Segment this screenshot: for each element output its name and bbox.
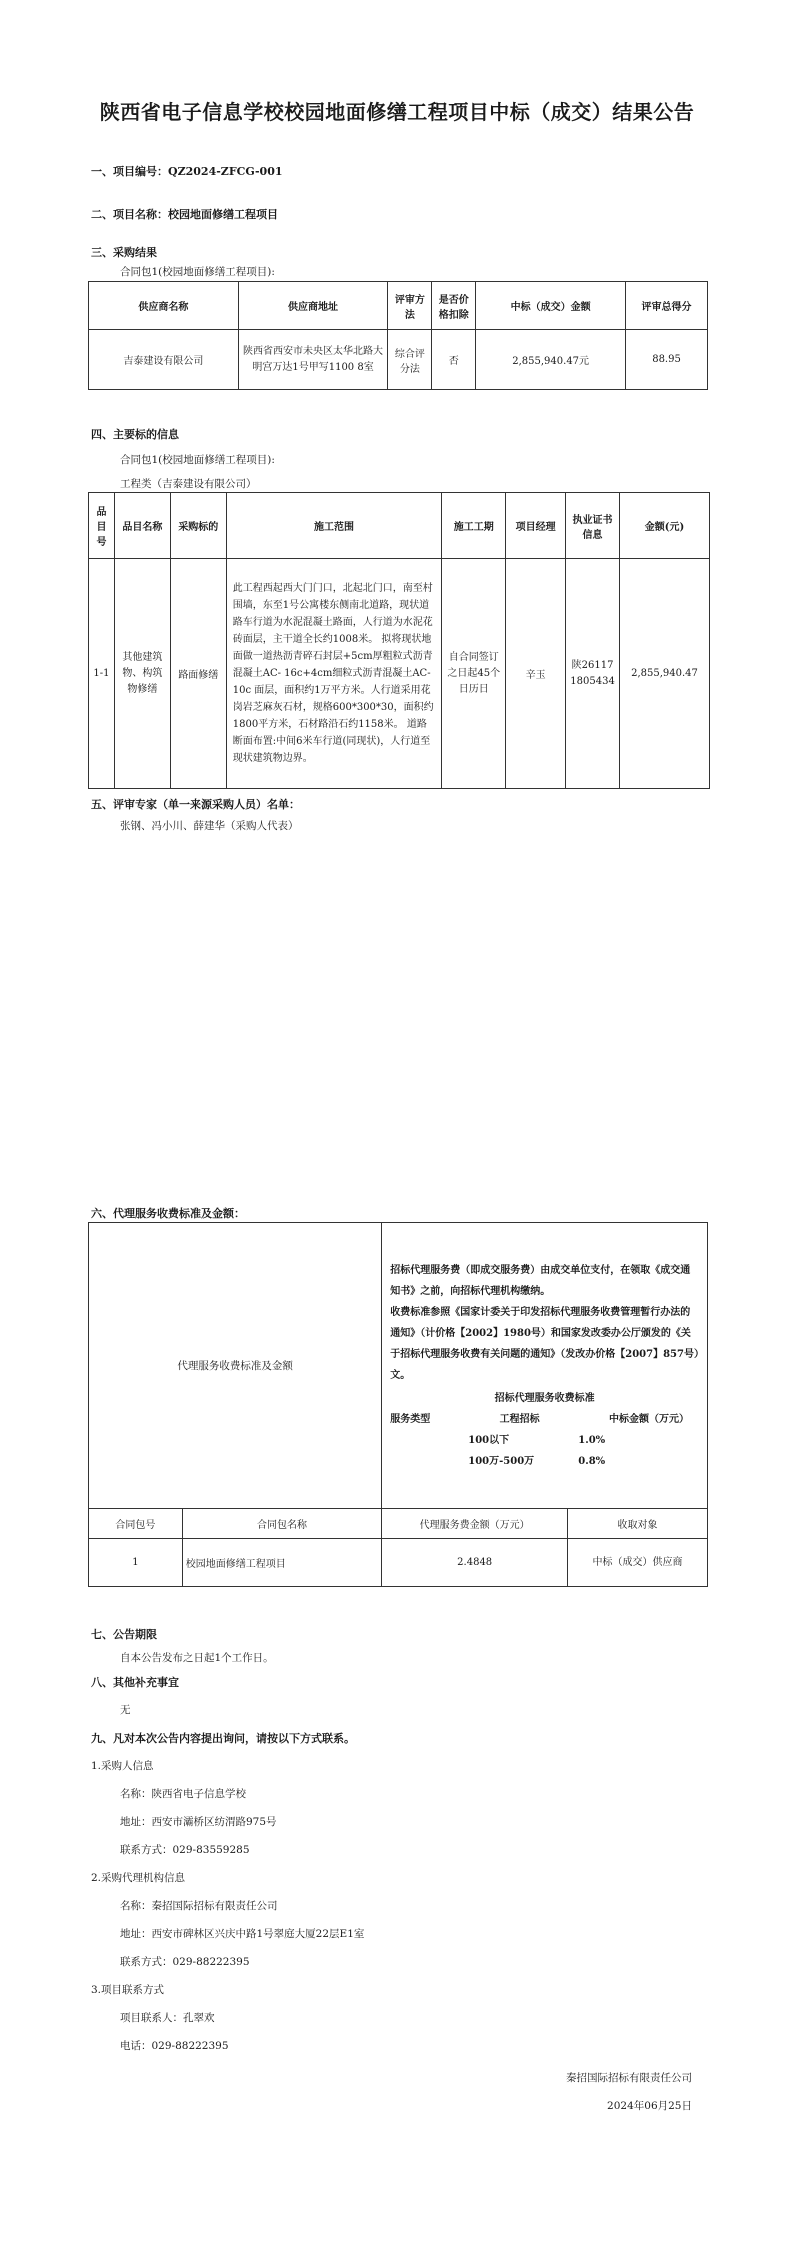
fee-rate-value: 0.8%	[578, 1455, 606, 1467]
fee-standard-text	[382, 1223, 708, 1509]
section-review-experts: 五、评审专家（单一来源采购人员）名单：	[91, 798, 300, 811]
fee-payer: 中标（成交）供应商	[568, 1539, 708, 1587]
fee-rate-range: 100万-500万	[468, 1455, 535, 1467]
table-row	[89, 330, 708, 390]
section-notice-period: 七、公告期限	[91, 1628, 157, 1641]
construction-scope: 此工程西起西大门门口，北起北门口，南至村围墙，东至1号公寓楼东侧南北道路，现状道路车行道为水泥混凝土路面，人行道为水泥花砖面层，主干道全长约1008米。 拟将现状地面做一道热沥青碎石封层+5cm厚粗粒式沥青混凝土AC- 16c+4cm细粒式沥青混凝土AC- 10c 面层，面积约1万平方米。人行道采用花岗岩芝麻灰石材，规格600*300*30，面积约1800平方米，石材路沿石约1158米。 道路断面布置:中间6米车行道(同现状)，人行道至现状建筑物边界。	[226, 559, 442, 789]
fee-rate-row	[390, 1451, 699, 1472]
column-header: 合同包号	[89, 1509, 183, 1539]
contract-package-label: 合同包1(校园地面修缮工程项目):	[120, 454, 275, 466]
fee-rate-header	[390, 1409, 699, 1430]
signature-date: 2024年06月25日	[607, 2100, 692, 2112]
table-header-row	[89, 282, 708, 330]
fee-basis-paragraph: 收费标准参照《国家计委关于印发招标代理服务收费管理暂行办法的通知》（计价格【2002】1980号）和国家发改委办公厅颁发的《关于招标代理服务收费有关问题的通知》（发改办价格【2007】857号）文。	[390, 1306, 699, 1381]
column-header: 品目名称	[114, 493, 170, 559]
column-header: 采购标的	[170, 493, 226, 559]
other-matters-text: 无	[120, 1704, 131, 1716]
purchaser-name: 名称：陕西省电子信息学校	[120, 1788, 246, 1800]
column-header: 施工范围	[226, 493, 442, 559]
certificate-info: 陕261171805434	[566, 559, 620, 789]
agency-info-heading: 2.采购代理机构信息	[91, 1872, 186, 1884]
contract-package-label: 合同包1(校园地面修缮工程项目):	[120, 266, 275, 278]
column-header: 供应商名称	[89, 282, 239, 330]
project-contact-heading: 3.项目联系方式	[91, 1984, 165, 1996]
item-number: 1-1	[89, 559, 115, 789]
review-method: 综合评分法	[388, 330, 432, 390]
purchaser-address: 地址：西安市灞桥区纺渭路975号	[120, 1816, 277, 1828]
award-amount-label: 中标金额（万元）	[609, 1413, 689, 1425]
service-type-label: 服务类型	[390, 1413, 431, 1425]
item-amount: 2,855,940.47	[619, 559, 709, 789]
column-header: 代理服务费金额（万元）	[382, 1509, 568, 1539]
table-header-row	[89, 493, 710, 559]
project-manager: 辛玉	[506, 559, 566, 789]
fee-table	[88, 1222, 708, 1587]
project-contact-phone: 电话：029-88222395	[120, 2040, 229, 2052]
section-contact: 九、凡对本次公告内容提出询问，请按以下方式联系。	[91, 1732, 355, 1745]
fee-payment-paragraph: 招标代理服务费（即成交服务费）由成交单位支付，在领取《成交通知书》之前，向招标代理机构缴纳。	[390, 1264, 691, 1297]
column-header: 项目经理	[506, 493, 566, 559]
engineering-label: 工程招标	[499, 1413, 540, 1425]
agency-name: 名称：秦招国际招标有限责任公司	[120, 1900, 278, 1912]
signature-organization: 秦招国际招标有限责任公司	[566, 2072, 692, 2084]
item-table	[88, 492, 710, 789]
project-number: 一、项目编号：QZ2024-ZFCG-001	[91, 165, 283, 178]
project-contact-person: 项目联系人：孔翠欢	[120, 2012, 215, 2024]
column-header: 评审方法	[388, 282, 432, 330]
column-header: 执业证书信息	[566, 493, 620, 559]
award-amount: 2,855,940.47元	[476, 330, 626, 390]
section-procurement-result: 三、采购结果	[91, 246, 157, 259]
column-header: 品目号	[89, 493, 115, 559]
total-score: 88.95	[626, 330, 708, 390]
supplier-name: 吉泰建设有限公司	[89, 330, 239, 390]
agency-phone: 联系方式：029-88222395	[120, 1956, 250, 1968]
fee-rate-value: 1.0%	[578, 1434, 606, 1446]
purchaser-phone: 联系方式：029-83559285	[120, 1844, 250, 1856]
column-header: 金额(元)	[619, 493, 709, 559]
column-header: 合同包名称	[182, 1509, 381, 1539]
section-agency-fee: 六、代理服务收费标准及金额：	[91, 1207, 245, 1220]
column-header: 收取对象	[568, 1509, 708, 1539]
fee-rate-row	[390, 1430, 699, 1451]
fee-standard-row	[89, 1223, 708, 1509]
expert-names: 张钢、冯小川、薛建华（采购人代表）	[120, 820, 299, 832]
table-row	[89, 1539, 708, 1587]
page-title: 陕西省电子信息学校校园地面修缮工程项目中标（成交）结果公告	[99, 100, 695, 124]
section-main-items: 四、主要标的信息	[91, 428, 179, 441]
project-name: 二、项目名称：校园地面修缮工程项目	[91, 208, 278, 221]
agency-address: 地址：西安市碑林区兴庆中路1号翠庭大厦22层E1室	[120, 1928, 365, 1940]
package-name: 校园地面修缮工程项目	[182, 1539, 381, 1587]
price-deduction: 否	[432, 330, 476, 390]
package-number: 1	[89, 1539, 183, 1587]
notice-period-text: 自本公告发布之日起1个工作日。	[120, 1652, 274, 1664]
column-header: 中标（成交）金额	[476, 282, 626, 330]
section-other-matters: 八、其他补充事宜	[91, 1676, 179, 1689]
project-category: 工程类（吉泰建设有限公司）	[120, 478, 257, 490]
table-row	[89, 559, 710, 789]
column-header: 施工工期	[442, 493, 506, 559]
column-header: 评审总得分	[626, 282, 708, 330]
construction-period: 自合同签订之日起45个日历日	[442, 559, 506, 789]
agency-fee-amount: 2.4848	[382, 1539, 568, 1587]
procurement-target: 路面修缮	[170, 559, 226, 789]
purchaser-info-heading: 1.采购人信息	[91, 1760, 154, 1772]
result-table	[88, 281, 708, 390]
fee-standard-label: 代理服务收费标准及金额	[89, 1223, 382, 1509]
column-header: 是否价格扣除	[432, 282, 476, 330]
column-header: 供应商地址	[238, 282, 388, 330]
item-name: 其他建筑物、构筑物修缮	[114, 559, 170, 789]
supplier-address: 陕西省西安市未央区太华北路大明宫万达1号甲写1100 8室	[238, 330, 388, 390]
table-header-row	[89, 1509, 708, 1539]
fee-standard-title: 招标代理服务收费标准	[494, 1392, 595, 1404]
fee-rate-range: 100以下	[468, 1434, 510, 1446]
